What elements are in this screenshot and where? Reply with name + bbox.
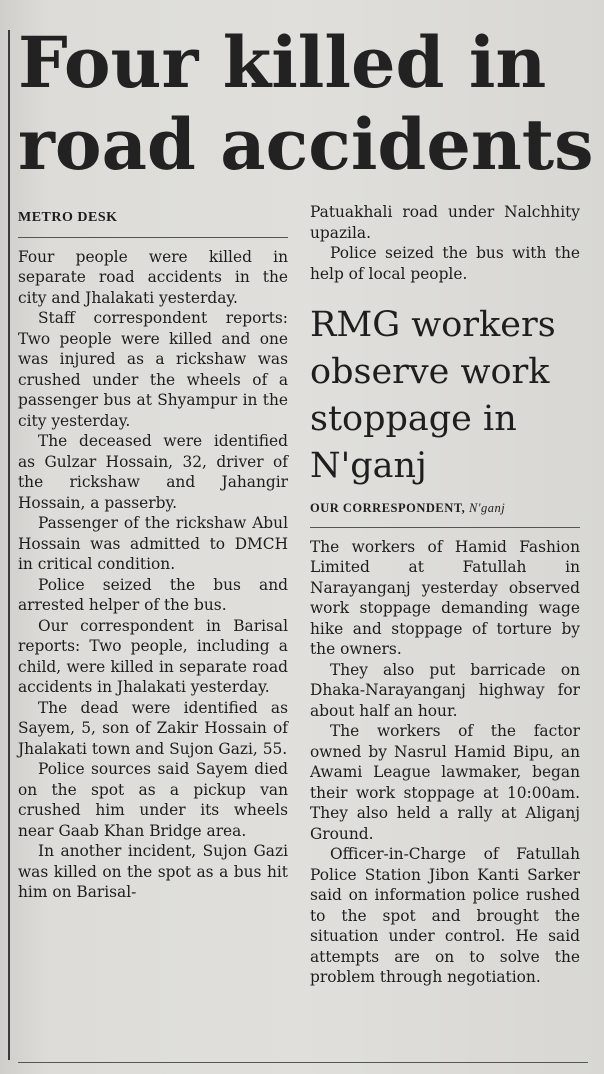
- byline-place: N'ganj: [468, 501, 506, 515]
- column-rule: [8, 30, 10, 1060]
- article-paragraph: They also put barricade on Dhaka-Narayanganj highway for about half an hour.: [310, 660, 580, 720]
- byline: [310, 498, 580, 528]
- article-paragraph: The deceased were identified as Gulzar Hossain, 32, driver of the rickshaw and Jahangir Hossain, a passerby.: [18, 432, 288, 512]
- article-left-column: [18, 208, 288, 903]
- article-right-column: [310, 202, 580, 988]
- article-continuation: Patuakhali road under Nalchhity upazila.: [310, 203, 580, 242]
- article-paragraph: Staff correspondent reports: Two people were killed and one was injured as a rickshaw was crushed under the wheels of a passenger bus at Shyampur in the city yesterday.: [18, 309, 288, 430]
- article-paragraph: The dead were identified as Sayem, 5, son of Zakir Hossain of Jhalakati town and Sujon Gazi, 55.: [18, 698, 288, 758]
- article-paragraph: Police sources said Sayem died on the spot as a pickup van crushed him under its wheels near Gaab Khan Bridge area.: [18, 760, 288, 840]
- article-paragraph: Police seized the bus and arrested helper of the bus.: [18, 575, 288, 614]
- article-paragraph: Our correspondent in Barisal reports: Two people, including a child, were killed in separate road accidents in Jhalakati yesterday.: [18, 616, 288, 696]
- article-paragraph: In another incident, Sujon Gazi was killed on the spot as a bus hit him on Barisal-: [18, 842, 288, 901]
- article-paragraph: The workers of the factor owned by Nasrul Hamid Bipu, an Awami League lawmaker, began their work stoppage at 10:00am. They also held a rally at Aliganj Ground.: [310, 722, 580, 843]
- article-paragraph: Police seized the bus with the help of local people.: [310, 244, 580, 283]
- divider: [18, 1062, 588, 1063]
- byline: METRO DESK: [18, 208, 288, 238]
- article-paragraph: The workers of Hamid Fashion Limited at Fatullah in Narayanganj yesterday observed work stoppage demanding wage hike and stoppage of torture by the owners.: [310, 537, 580, 658]
- article-paragraph: Four people were killed in separate road accidents in the city and Jhalakati yesterday.: [18, 247, 288, 307]
- page-title: Four killed in road accidents: [18, 21, 594, 186]
- byline-name: OUR CORRESPONDENT,: [310, 501, 466, 515]
- article-paragraph: Officer-in-Charge of Fatullah Police Station Jibon Kanti Sarker said on information police rushed to the spot and brought the situation under control. He said attempts are on to solve the problem through negotiation.: [310, 845, 580, 986]
- article-subheadline: RMG workers observe work stoppage in N'ganj: [310, 305, 556, 486]
- article-paragraph: Passenger of the rickshaw Abul Hossain was admitted to DMCH in critical condition.: [18, 514, 288, 573]
